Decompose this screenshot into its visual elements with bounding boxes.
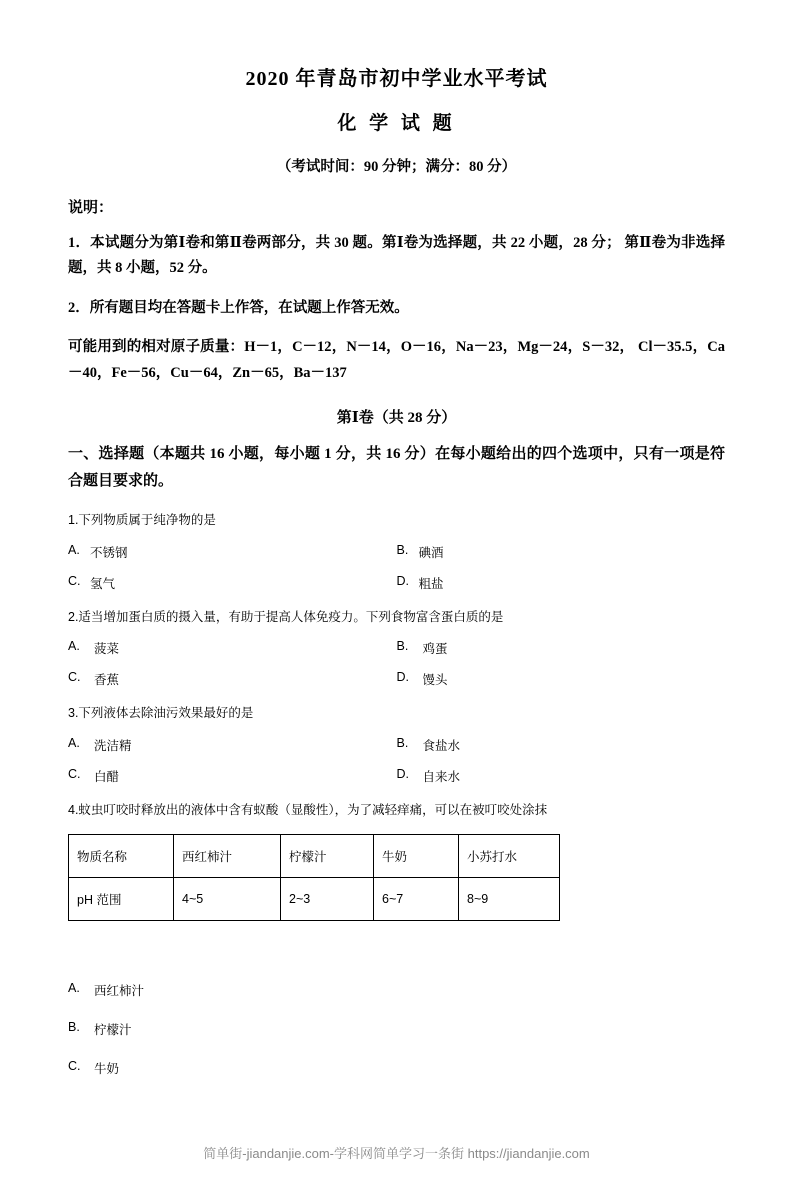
table-header-cell: 物质名称 (69, 834, 174, 877)
option-text: 碘酒 (418, 545, 444, 560)
option-label: B. (396, 542, 409, 557)
option-label: B. (396, 639, 409, 654)
table-cell: 2~3 (281, 877, 374, 920)
option-label: B. (396, 736, 409, 751)
multiple-choice-heading: 一、选择题（本题共 16 小题，每小题 1 分，共 16 分）在每小题给出的四个选项中，只有一项是符合题目要求的。 (68, 445, 725, 489)
table-row (69, 877, 560, 920)
section-heading: 第Ⅰ卷（共 28 分） (336, 409, 457, 426)
option-label: A. (68, 542, 80, 557)
option-c[interactable] (68, 1059, 725, 1077)
ph-range-table (68, 834, 560, 921)
option-label: D. (396, 670, 409, 685)
option-a[interactable] (68, 736, 397, 754)
watermark-footer: 简单街-jiandanjie.com-学科网简单学习一条街 https://jiandanjie.com (203, 1146, 590, 1161)
question4-options (68, 981, 725, 1077)
exam-info: （考试时间：90 分钟；满分：80 分） (276, 159, 517, 175)
question-options (68, 767, 725, 785)
instruction-2: 2．所有题目均在答题卡上作答，在试题上作答无效。 (68, 299, 409, 316)
option-text: 白醋 (94, 770, 120, 785)
option-d[interactable] (397, 767, 726, 785)
option-text: 洗洁精 (94, 739, 132, 754)
question-options (68, 574, 725, 592)
option-d[interactable] (397, 574, 726, 592)
option-text: 自来水 (422, 770, 461, 785)
option-b[interactable] (397, 639, 726, 657)
atomic-mass-note: 可能用到的相对原子质量：H－1，C－12，N－14，O－16，Na－23，Mg－24，S－32， Cl－35.5，Ca－40，Fe－56，Cu－64，Zn－65，Ba－137 (68, 339, 725, 381)
question-options (68, 736, 725, 754)
option-text: 香蕉 (94, 673, 120, 688)
table-header-cell: 小苏打水 (459, 834, 560, 877)
table-cell: 8~9 (459, 877, 560, 920)
option-text: 牛奶 (94, 1061, 120, 1076)
option-text: 馒头 (422, 673, 448, 688)
option-c[interactable] (68, 670, 397, 688)
option-label: C. (68, 670, 81, 685)
instructions-label: 说明： (68, 200, 114, 216)
option-label: C. (68, 1058, 81, 1073)
option-a[interactable] (68, 639, 397, 657)
subject-title: 化 学 试 题 (337, 113, 456, 134)
table-cell: pH 范围 (69, 877, 174, 920)
option-label: A. (68, 639, 80, 654)
question-options (68, 543, 725, 561)
table-row (69, 834, 560, 877)
question-options (68, 670, 725, 688)
option-label: B. (68, 1019, 80, 1034)
option-text: 柠檬汁 (94, 1022, 132, 1037)
option-text: 食盐水 (422, 739, 461, 754)
option-d[interactable] (397, 670, 726, 688)
question-stem: 3.下列液体去除油污效果最好的是 (68, 706, 254, 721)
option-b[interactable] (397, 736, 726, 754)
option-text: 鸡蛋 (422, 642, 448, 657)
option-label: D. (396, 573, 409, 588)
table-header-cell: 柠檬汁 (281, 834, 374, 877)
option-b[interactable] (68, 1020, 725, 1038)
table-header-cell: 牛奶 (374, 834, 459, 877)
option-label: A. (68, 736, 80, 751)
question-stem: 1.下列物质属于纯净物的是 (68, 512, 216, 527)
option-text: 氢气 (90, 576, 116, 591)
question-stem: 4.蚊虫叮咬时释放出的液体中含有蚁酸（显酸性），为了减轻痒痛，可以在被叮咬处涂抹 (68, 803, 548, 818)
option-label: A. (68, 980, 80, 995)
table-cell: 6~7 (374, 877, 459, 920)
question-options (68, 639, 725, 657)
option-a[interactable] (68, 543, 397, 561)
option-c[interactable] (68, 574, 397, 592)
exam-page (0, 62, 793, 1184)
option-text: 西红柿汁 (94, 983, 145, 998)
option-text: 粗盐 (418, 576, 444, 591)
option-label: D. (396, 767, 409, 782)
option-text: 不锈钢 (90, 545, 128, 560)
option-text: 菠菜 (94, 642, 120, 657)
table-header-cell: 西红柿汁 (174, 834, 281, 877)
instruction-1: 1．本试题分为第Ⅰ卷和第Ⅱ卷两部分，共 30 题。第Ⅰ卷为选择题，共 22 小题，28 分； 第Ⅱ卷为非选择题，共 8 小题，52 分。 (68, 235, 725, 277)
question-stem: 2.适当增加蛋白质的摄入量，有助于提高人体免疫力。下列食物富含蛋白质的是 (68, 609, 504, 624)
option-b[interactable] (397, 543, 726, 561)
option-label: C. (68, 573, 81, 588)
page-title: 2020 年青岛市初中学业水平考试 (245, 68, 548, 90)
option-a[interactable] (68, 981, 725, 999)
option-c[interactable] (68, 767, 397, 785)
table-cell: 4~5 (174, 877, 281, 920)
option-label: C. (68, 767, 81, 782)
